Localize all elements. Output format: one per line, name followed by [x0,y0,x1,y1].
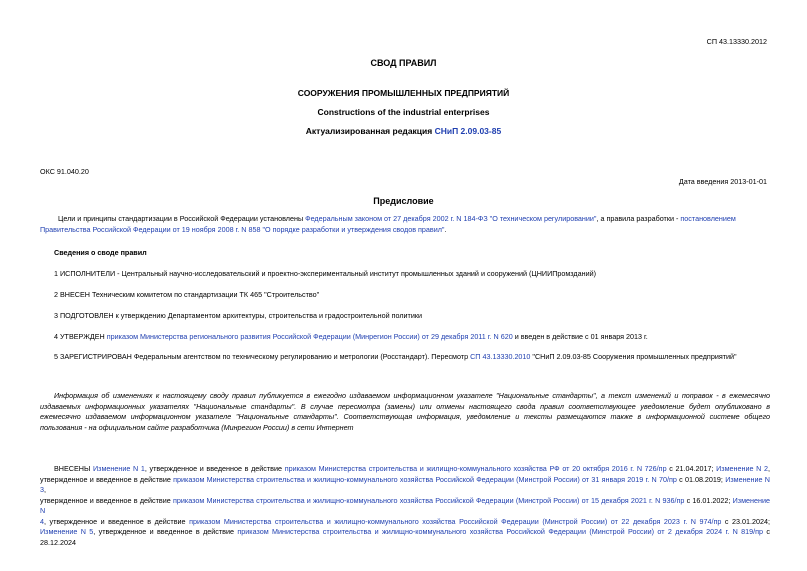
p1-decree-link-a[interactable]: постановлением [680,214,736,223]
p1-text-b: , а правила разработки - [596,214,681,223]
notice-line-2: издаваемых информационных указателях "Национальные стандарты". В случае пересмотра (замены) или отмены настоящего свода правил соответствующее уведомление будет опубликовано в [40,401,770,411]
order-2019-link[interactable]: приказом Министерства строительства и жилищно-коммунального хозяйства Российской Федерации (Минстрой России) от 31 января 2019 г. N 70/пр [173,474,677,484]
amend-line-3 [40,496,770,517]
item-5 [54,352,737,361]
amend-text: с 21.04.2017; [666,464,717,473]
amend-text: , утвержденное и введенное в действие [93,527,238,536]
item-5-text-a: 5 ЗАРЕГИСТРИРОВАН Федеральным агентством по техническому регулированию и метрологии (Росстандарт). Пересмотр [54,352,471,361]
amend-text: с 01.08.2019; [676,474,726,484]
amendment-4-link-a[interactable]: Изменение N [40,495,770,515]
doc-edition [0,126,807,136]
amend-text: ВНЕСЕНЫ [54,464,93,473]
foreword-heading: Предисловие [373,196,434,206]
amend-line-2 [40,475,770,496]
amend-line-1 [40,464,770,475]
amendment-4-link-b[interactable]: 4 [40,516,44,526]
item-3: 3 ПОДГОТОВЛЕН к утверждению Департаментом архитектуры, строительства и градостроительной политики [54,311,423,320]
amendment-5-link[interactable]: Изменение N 5 [40,527,94,536]
amend-text: с [763,527,771,536]
notice-line-3: ежемесячно издаваемом информационном указателе "Национальные стандарты". Соответствующая информация, уведомление и тексты размещаются также в информационной системе общего [40,412,770,421]
amendment-2-link[interactable]: Изменение N 2 [716,464,768,473]
order-2024-link[interactable]: приказом Министерства строительства и жилищно-коммунального хозяйства Российской Федерации (Минстрой России) от 2 декабря 2024 г. N 819/пр [237,527,764,536]
amend-line-4 [40,517,770,528]
amend-text: , утвержденное и введенное в действие [44,516,190,526]
edition-link[interactable]: СНиП 2.09.03-85 [434,126,502,136]
amend-text: утвержденное и введенное в действие [40,474,174,484]
order-2021-link[interactable]: приказом Министерства строительства и жилищно-коммунального хозяйства Российской Федерации (Минстрой России) от 15 декабря 2021 г. N 936/пр [173,495,685,505]
amend-text: с 16.01.2022; [684,495,733,505]
amend-line-6: 28.12.2024 [40,537,76,547]
order-2023-link[interactable]: приказом Министерства строительства и жилищно-коммунального хозяйства Российской Федерации (Минстрой России) от 22 декабря 2023 г. N 974/пр [189,516,722,526]
item-4-text-a: 4 УТВЕРЖДЕН [54,332,107,341]
item-5-text-b: "СНиП 2.09.03-85 Сооружения промышленных предприятий" [530,352,737,361]
amend-line-5 [40,527,770,538]
amendments-block [40,464,770,548]
info-heading: Сведения о своде правил [54,248,147,257]
p1-text-a: Цели и принципы стандартизации в Российской Федерации установлены [58,214,306,223]
p1-decree-link-b[interactable]: Правительства Российской Федерации от 19 ноября 2008 г. N 858 "О порядке разработки и утверждения сводов правил" [40,224,445,234]
doc-heading: СВОД ПРАВИЛ [370,58,437,68]
notice-line-1: Информация об изменениях к настоящему своду правил публикуется в ежегодно издаваемом информационном указателе "Национальные стандарты", а текст изменений и поправок - в ежемесячно [54,391,770,400]
amend-text: , [768,464,770,473]
item-1: 1 ИСПОЛНИТЕЛИ - Центральный научно-исследовательский и проектно-экспериментальный институт промышленных зданий и сооружений (ЦНИИПромзданий) [54,269,596,278]
doc-code: СП 43.13330.2012 [706,37,767,46]
item-2: 2 ВНЕСЕН Техническим комитетом по стандартизации ТК 465 "Строительство" [54,290,320,299]
item-4-order-link[interactable]: приказом Министерства регионального развития Российской Федерации (Минрегион России) от 29 декабря 2011 г. N 620 [106,332,513,341]
notice-line-4: пользования - на официальном сайте разработчика (Минрегион России) в сети Интернет [40,422,354,432]
amend-text: утвержденное и введенное в действие [40,495,173,505]
amendment-3-link[interactable]: Изменение N 3 [40,474,770,494]
amend-text: с 23.01.2024; [721,516,770,526]
amend-text: , [44,485,46,494]
foreword-paragraph [40,214,770,235]
amendment-1-link[interactable]: Изменение N 1 [92,464,145,473]
item-4 [54,332,648,341]
item-5-sp-link[interactable]: СП 43.13330.2010 [470,352,531,361]
oks-code: ОКС 91.040.20 [40,167,89,176]
changes-notice [40,391,770,433]
doc-title-ru: СООРУЖЕНИЯ ПРОМЫШЛЕННЫХ ПРЕДПРИЯТИЙ [297,88,510,98]
amend-text: , утвержденное и введенное в действие [144,464,285,473]
edition-prefix: Актуализированная редакция [305,126,435,136]
order-2016-link[interactable]: приказом Министерства строительства и жилищно-коммунального хозяйства РФ от 20 октября 2016 г. N 726/пр [284,464,667,473]
intro-date: Дата введения 2013-01-01 [678,177,767,186]
doc-title-en: Constructions of the industrial enterprises [317,107,490,117]
p1-text-c: . [444,224,447,234]
p1-law-link[interactable]: Федеральным законом от 27 декабря 2002 г. N 184-ФЗ "О техническом регулировании" [305,214,597,223]
item-4-text-b: и введен в действие с 01 января 2013 г. [512,332,648,341]
